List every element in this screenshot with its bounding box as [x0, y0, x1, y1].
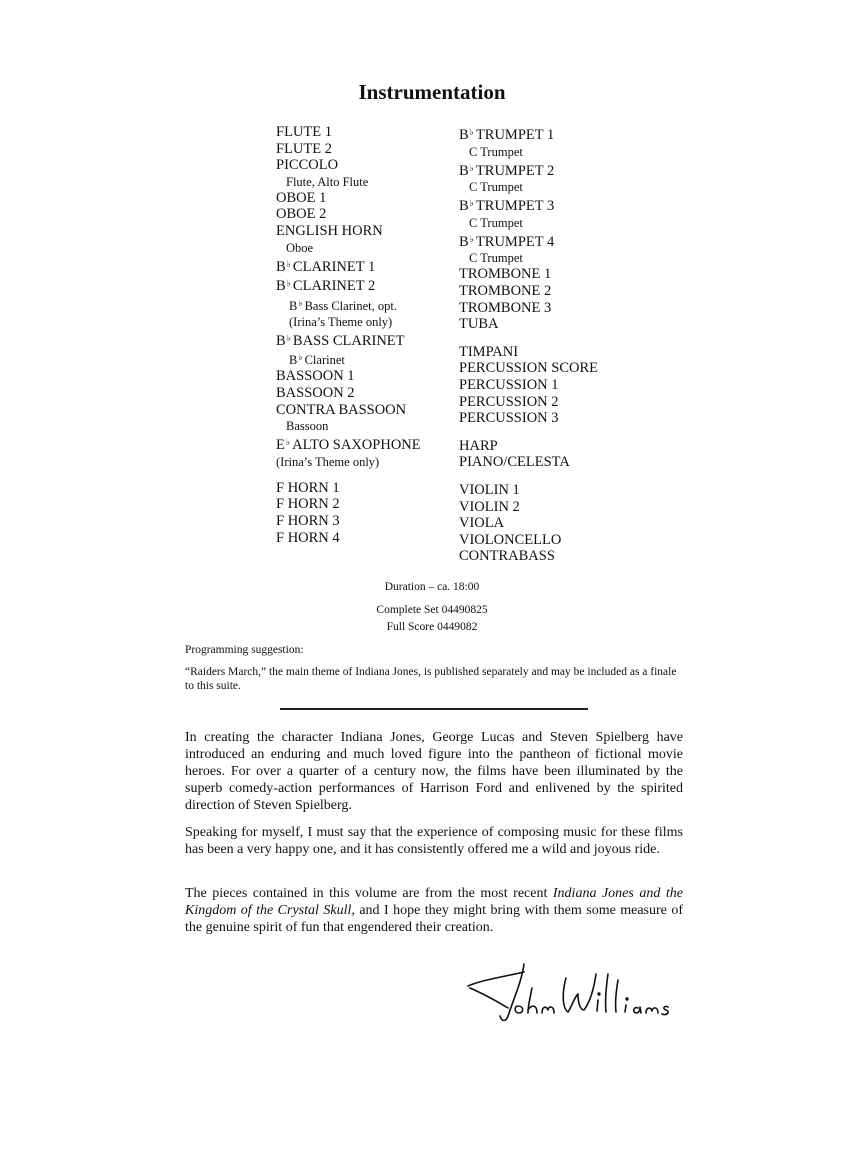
instrument-violin-1: VIOLIN 1: [459, 481, 520, 498]
instrument-trombone-2: TROMBONE 2: [459, 282, 552, 299]
instrument-percussion-2: PERCUSSION 2: [459, 393, 559, 410]
doubling-label: Clarinet: [304, 353, 345, 368]
instrument-label: CLARINET 2: [292, 278, 376, 295]
instrument-label: TRUMPET 1: [475, 127, 555, 143]
complete-set-number: Complete Set 04490825: [376, 604, 488, 616]
programming-text: “Raiders March,” the main theme of Indiana Jones, is published separately and may be included as a finale to this suite.: [185, 666, 677, 692]
instrument-list-right: [459, 124, 598, 565]
instrument-viola: VIOLA: [459, 515, 505, 532]
instrument-piccolo: PICCOLO: [276, 157, 339, 174]
english-horn-doubling: Oboe: [286, 240, 314, 255]
piccolo-doubling: Flute, Alto Flute: [286, 174, 369, 189]
instrument-harp: HARP: [459, 437, 498, 454]
contra-bassoon-doubling: Bassoon: [286, 419, 329, 434]
key-letter: B: [459, 233, 469, 250]
instrument-contra-bassoon: CONTRA BASSOON: [276, 401, 407, 418]
instrument-bassoon-2: BASSOON 2: [276, 384, 355, 401]
flat-symbol: ♭: [469, 127, 474, 137]
flat-symbol: ♭: [286, 258, 291, 269]
key-letter: B: [459, 162, 469, 179]
instrument-label: TRUMPET 3: [475, 198, 555, 215]
instrument-clarinet-1: [276, 256, 421, 276]
trumpet-1-doubling: C Trumpet: [469, 144, 523, 159]
instrument-label: BASS CLARINET: [292, 332, 405, 349]
instrument-trumpet-1: [459, 124, 598, 144]
divider: [280, 708, 588, 710]
instrument-english-horn: ENGLISH HORN: [276, 222, 383, 239]
instrument-violoncello: VIOLONCELLO: [459, 531, 562, 548]
duration: Duration – ca. 18:00: [384, 581, 480, 593]
instrument-label: TRUMPET 4: [475, 233, 555, 250]
clarinet-2-doubling: [276, 295, 421, 314]
full-score-number: Full Score 0449082: [386, 621, 478, 633]
flat-symbol: ♭: [286, 278, 291, 289]
instrument-bassoon-1: BASSOON 1: [276, 368, 355, 385]
instrument-flute-2: FLUTE 2: [276, 140, 332, 157]
key-letter: B: [289, 298, 298, 313]
paragraph-3-start: The pieces contained in this volume are from the most recent: [185, 886, 553, 901]
bass-clarinet-doubling: [276, 349, 421, 368]
instrument-timpani: TIMPANI: [459, 343, 519, 360]
programming-label: Programming suggestion:: [185, 644, 304, 656]
flat-symbol: ♭: [469, 233, 474, 244]
instrument-trumpet-4: [459, 231, 598, 251]
flat-symbol: ♭: [298, 297, 303, 308]
instrument-percussion-1: PERCUSSION 1: [459, 376, 559, 393]
paragraph-1: In creating the character Indiana Jones, George Lucas and Steven Spielberg have introduced an enduring and much loved figure into the pantheon of fictional movie heroes. For over a quarter of a century now, the films have been illuminated by the superb comedy-action performances of Harrison Ford and enlivened by the spirited direction of Steven Spielberg.: [185, 730, 683, 813]
film-title: Indiana Jones and the Kingdom of the Crystal Skull: [185, 886, 683, 918]
instrument-oboe-2: OBOE 2: [276, 206, 327, 223]
instrument-percussion-3: PERCUSSION 3: [459, 410, 559, 427]
instrument-violin-2: VIOLIN 2: [459, 498, 520, 515]
paragraph-2: Speaking for myself, I must say that the experience of composing music for these films has been a very happy one, and it has consistently offered me a wild and joyous ride.: [185, 825, 683, 857]
instrument-clarinet-2: [276, 275, 421, 295]
instrument-trumpet-2: [459, 160, 598, 180]
instrument-flute-1: FLUTE 1: [276, 124, 332, 140]
key-letter: B: [289, 353, 298, 368]
doubling-label: Bass Clarinet, opt.: [304, 298, 397, 313]
flat-symbol: ♭: [286, 332, 291, 343]
instrument-trombone-3: TROMBONE 3: [459, 299, 552, 316]
key-letter: B: [459, 198, 469, 215]
instrument-label: CLARINET 1: [292, 258, 376, 275]
clarinet-2-doubling-note: (Irina’s Theme only): [289, 314, 393, 329]
instrument-label: ALTO SAXOPHONE: [292, 437, 421, 454]
flat-symbol: ♭: [469, 198, 474, 209]
instrument-oboe-1: OBOE 1: [276, 189, 327, 206]
flat-symbol: ♭: [285, 437, 291, 448]
paragraph-3: [185, 885, 683, 936]
instrument-trombone-1: TROMBONE 1: [459, 266, 552, 283]
instrument-contrabass: CONTRABASS: [459, 548, 555, 565]
paragraph-3-end: , and I hope they might bring with them some measure of the genuine spirit of fun that engendered their creation.: [185, 903, 684, 935]
instrument-bass-clarinet: [276, 330, 421, 350]
key-letter: B: [459, 127, 469, 143]
trumpet-2-doubling: C Trumpet: [469, 180, 523, 195]
instrument-label: TRUMPET 2: [475, 162, 555, 179]
trumpet-4-doubling: C Trumpet: [469, 251, 523, 266]
alto-saxophone-note: (Irina’s Theme only): [276, 454, 380, 469]
instrument-horn-1: F HORN 1: [276, 479, 340, 496]
instrument-horn-3: F HORN 3: [276, 512, 340, 529]
instrument-list-left: [276, 124, 421, 546]
key-letter: B: [276, 332, 286, 349]
key-letter: E: [276, 437, 285, 454]
instrument-horn-2: F HORN 2: [276, 496, 340, 513]
instrument-percussion-score: PERCUSSION SCORE: [459, 360, 598, 377]
flat-symbol: ♭: [469, 162, 474, 173]
trumpet-3-doubling: C Trumpet: [469, 215, 523, 230]
instrument-tuba: TUBA: [459, 316, 499, 333]
key-letter: B: [276, 278, 286, 295]
instrument-horn-4: F HORN 4: [276, 529, 340, 546]
instrument-piano-celesta: PIANO/CELESTA: [459, 454, 570, 471]
key-letter: B: [276, 258, 286, 275]
flat-symbol: ♭: [298, 352, 303, 363]
page-title: Instrumentation: [358, 80, 506, 104]
instrument-trumpet-3: [459, 195, 598, 215]
instrument-alto-saxophone: [276, 434, 421, 454]
signature: [462, 950, 692, 1028]
